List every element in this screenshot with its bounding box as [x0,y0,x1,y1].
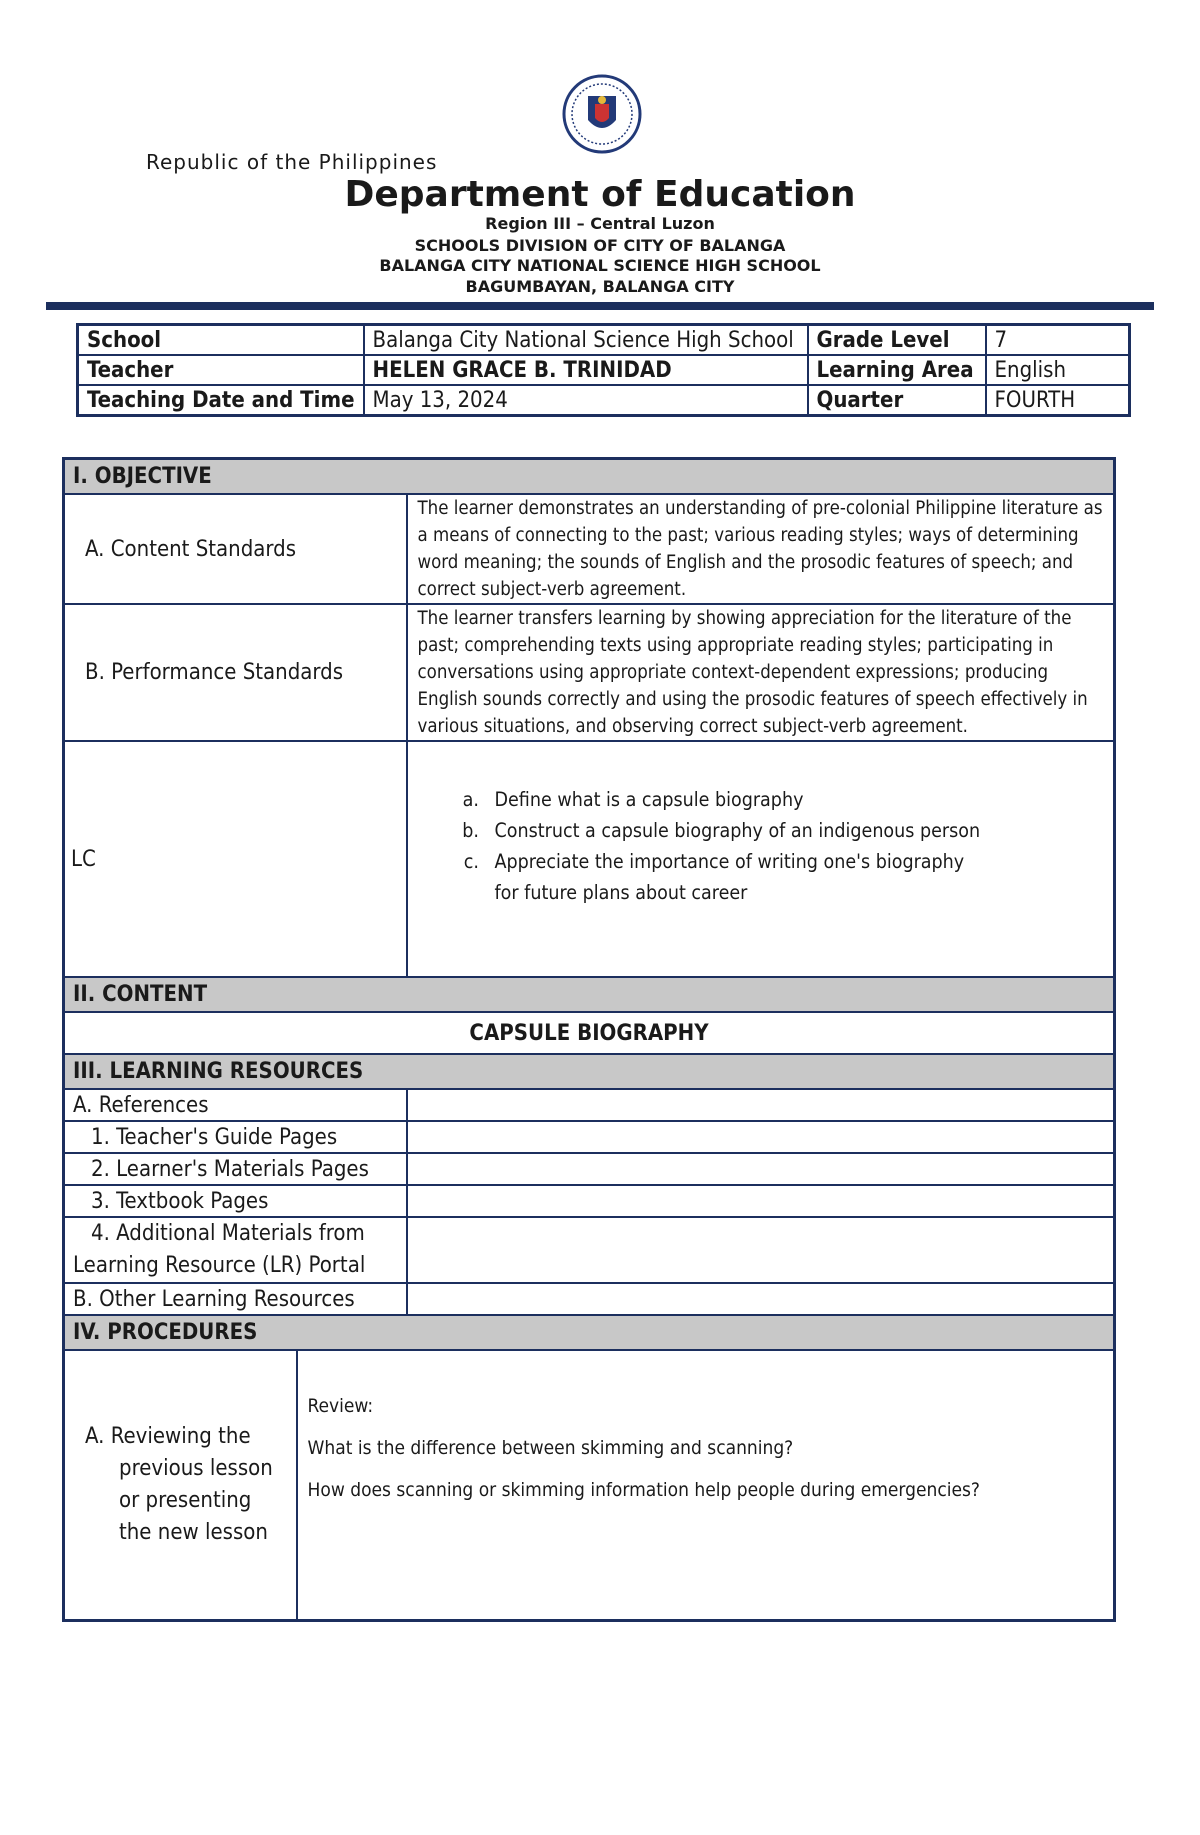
list-item: a. Define what is a capsule biography [485,784,1113,815]
grade-value: 7 [986,325,1130,356]
objective-heading: I. OBJECTIVE [64,459,1115,495]
deped-seal-icon [558,74,646,154]
lesson-plan-table [62,457,1116,1622]
review-question-1: What is the difference between skimming and scanning? [307,1437,794,1459]
list-item: c. Appreciate the importance of writing one's biography for future plans about career [485,846,965,908]
other-resources-label: B. Other Learning Resources [64,1283,407,1315]
lc-cell [407,741,1115,977]
table-row [64,494,1115,604]
address-line: BAGUMBAYAN, BALANGA CITY [465,277,735,296]
content-standards-text: The learner demonstrates an understanding of pre-colonial Philippine literature as a means of connecting to the past; various reading styles; ways of determining word meaning; the sounds of English and the prosodic features of speech; and correct subject-verb agreement. [407,494,1115,604]
lc-list [409,784,1113,908]
review-label: A. Reviewing the previous lesson or presenting the new lesson [85,1423,273,1545]
school-info-table [76,323,1131,417]
review-cell [297,1350,1115,1620]
textbook-label: 3. Textbook Pages [64,1185,407,1217]
header-rule [46,302,1154,310]
table-row [64,1089,1115,1121]
resources-heading: III. LEARNING RESOURCES [64,1054,1115,1089]
content-standards-label: A. Content Standards [64,494,407,604]
table-row [78,325,1130,356]
table-row [64,1185,1115,1217]
area-label: Learning Area [808,355,986,385]
performance-standards-label: B. Performance Standards [64,604,407,741]
performance-standards-text: The learner transfers learning by showing appreciation for the literature of the past; comprehending texts using appropriate reading styles; participating in conversations using appropriate context-dependent expressions; producing English sounds correctly and using the prosodic features of speech effectively in various situations, and observing correct subject-verb agreement. [407,604,1115,741]
letterhead [0,0,1200,310]
additional-materials-value [407,1217,1115,1283]
table-row [64,1121,1115,1153]
school-value: Balanga City National Science High School [364,325,808,356]
review-question-2: How does scanning or skimming information help people during emergencies? [307,1479,980,1501]
table-row [78,355,1130,385]
references-value [407,1089,1115,1121]
quarter-label: Quarter [808,385,986,416]
learners-materials-value [407,1153,1115,1185]
content-title: CAPSULE BIOGRAPHY [64,1012,1115,1054]
lc-label: LC [64,741,407,977]
teacher-value: HELEN GRACE B. TRINIDAD [364,355,808,385]
teacher-label: Teacher [78,355,364,385]
table-row [64,604,1115,741]
table-row [64,741,1115,977]
table-row [64,1153,1115,1185]
procedures-heading: IV. PROCEDURES [64,1315,1115,1350]
other-resources-value [407,1283,1115,1315]
list-item: b. Construct a capsule biography of an indigenous person [485,815,1113,846]
textbook-value [407,1185,1115,1217]
table-row [64,1283,1115,1315]
grade-label: Grade Level [808,325,986,356]
table-row [64,1350,1115,1620]
additional-materials-line-2: Learning Resource (LR) Portal [73,1253,366,1278]
country-name: Republic of the Philippines [146,150,438,174]
table-row [64,1217,1115,1283]
school-label: School [78,325,364,356]
school-line: BALANGA CITY NATIONAL SCIENCE HIGH SCHOOL [379,256,821,275]
area-value: English [986,355,1130,385]
division-line: SCHOOLS DIVISION OF CITY OF BALANGA [414,236,786,255]
learners-materials-label: 2. Learner's Materials Pages [64,1153,407,1185]
additional-materials-label [64,1217,407,1283]
department-name: Department of Education [344,174,856,215]
content-heading: II. CONTENT [64,977,1115,1012]
table-row [78,385,1130,416]
review-title: Review: [307,1395,374,1417]
teachers-guide-value [407,1121,1115,1153]
references-label: A. References [64,1089,407,1121]
teachers-guide-label: 1. Teacher's Guide Pages [64,1121,407,1153]
quarter-value: FOURTH [986,385,1130,416]
date-value: May 13, 2024 [364,385,808,416]
date-label: Teaching Date and Time [78,385,364,416]
additional-materials-line-1: 4. Additional Materials from [91,1221,365,1246]
review-label-cell [64,1350,297,1620]
region-line: Region III – Central Luzon [485,214,715,233]
